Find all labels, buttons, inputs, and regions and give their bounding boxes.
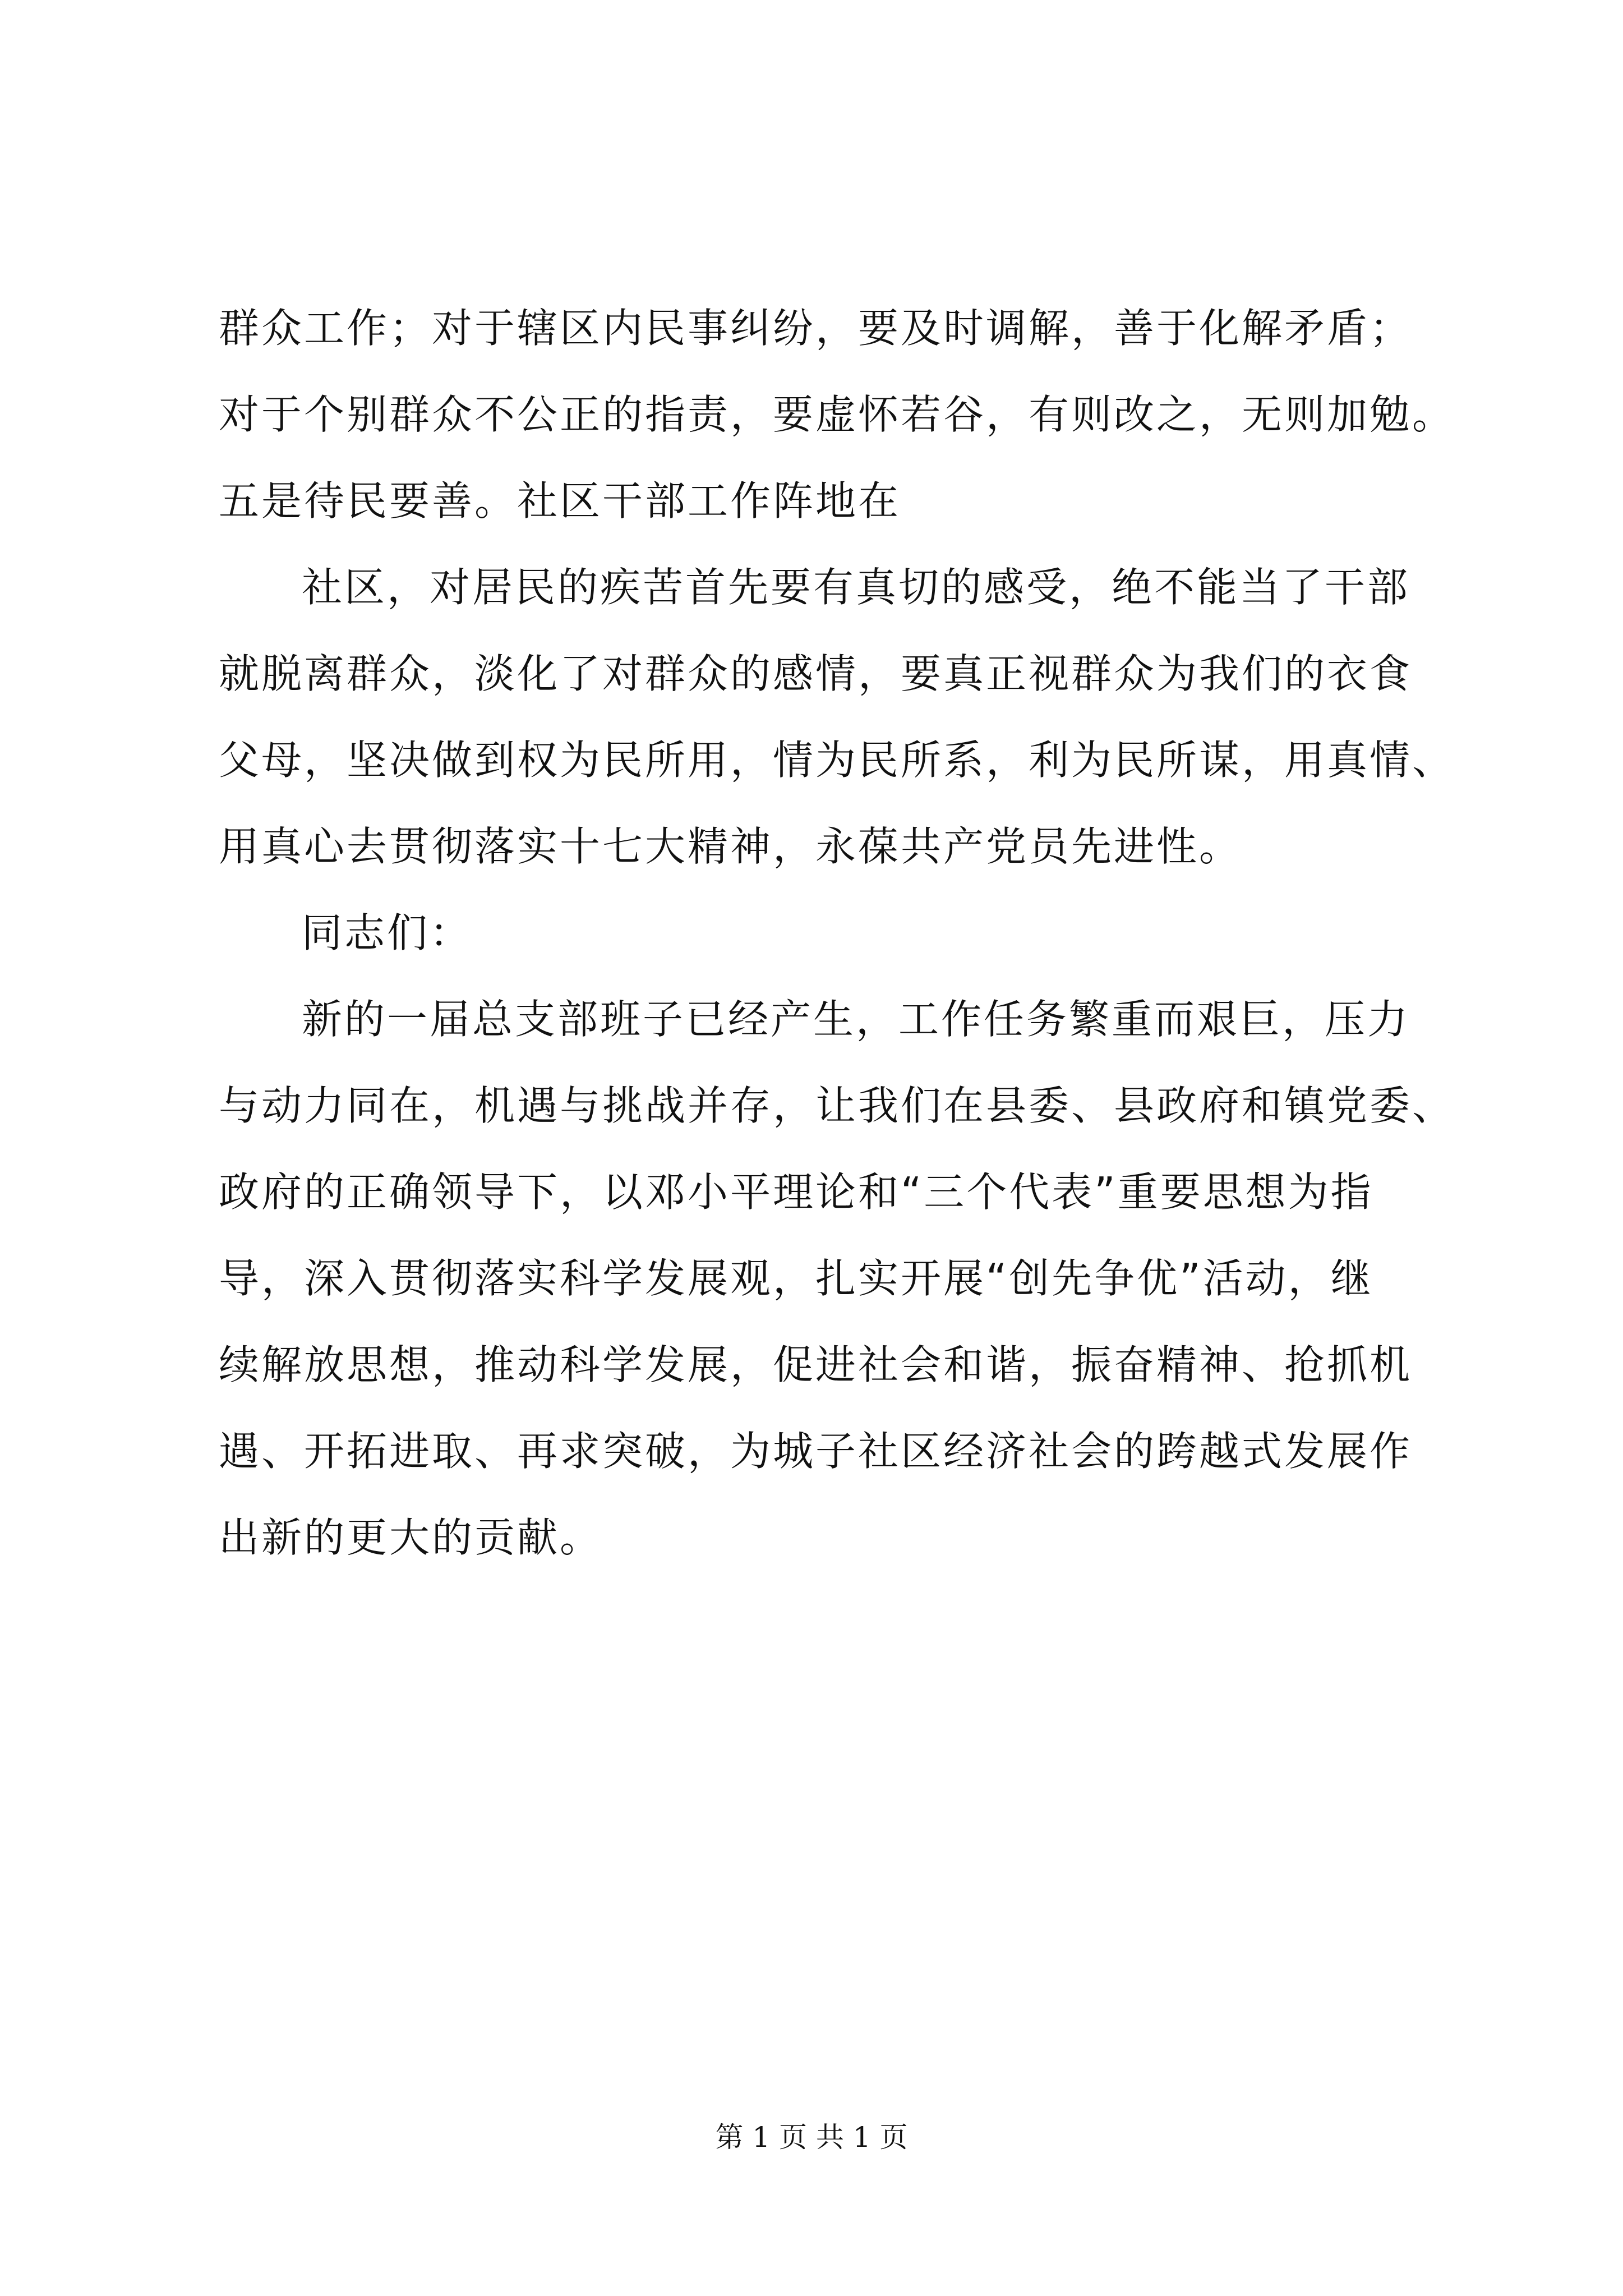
text-line: 群众工作；对于辖区内民事纠纷，要及时调解，善于化解矛盾； bbox=[219, 305, 1413, 352]
text-line: 与动力同在，机遇与挑战并存，让我们在县委、县政府和镇党委、 bbox=[219, 1082, 1455, 1129]
salutation-line: 同志们： bbox=[302, 909, 473, 956]
text-line: 用真心去贯彻落实十七大精神，永葆共产党员先进性。 bbox=[219, 823, 1242, 870]
paragraph-start-line: 社区，对居民的疾苦首先要有真切的感受，绝不能当了干部 bbox=[302, 564, 1410, 611]
text-line: 对于个别群众不公正的指责，要虚怀若谷，有则改之，无则加勉。 bbox=[219, 391, 1455, 438]
text-line: 遇、开拓进取、再求突破，为城子社区经济社会的跨越式发展作 bbox=[219, 1428, 1413, 1475]
text-line: 五是待民要善。社区干部工作阵地在 bbox=[219, 477, 901, 524]
text-line: 续解放思想，推动科学发展，促进社会和谐，振奋精神、抢抓机 bbox=[219, 1341, 1413, 1388]
paragraph-start-line: 新的一届总支部班子已经产生，工作任务繁重而艰巨，压力 bbox=[302, 996, 1410, 1043]
text-line: 就脱离群众，淡化了对群众的感情，要真正视群众为我们的衣食 bbox=[219, 650, 1413, 697]
text-line: 导，深入贯彻落实科学发展观，扎实开展“创先争优”活动，继 bbox=[219, 1255, 1373, 1302]
text-line: 父母，坚决做到权为民所用，情为民所系，利为民所谋，用真情、 bbox=[219, 737, 1455, 784]
page-number-footer: 第 1 页 共 1 页 bbox=[715, 2121, 908, 2154]
document-body bbox=[219, 285, 1455, 1581]
text-line: 出新的更大的贡献。 bbox=[219, 1514, 603, 1561]
text-line: 政府的正确领导下，以邓小平理论和“三个代表”重要思想为指 bbox=[219, 1168, 1373, 1216]
